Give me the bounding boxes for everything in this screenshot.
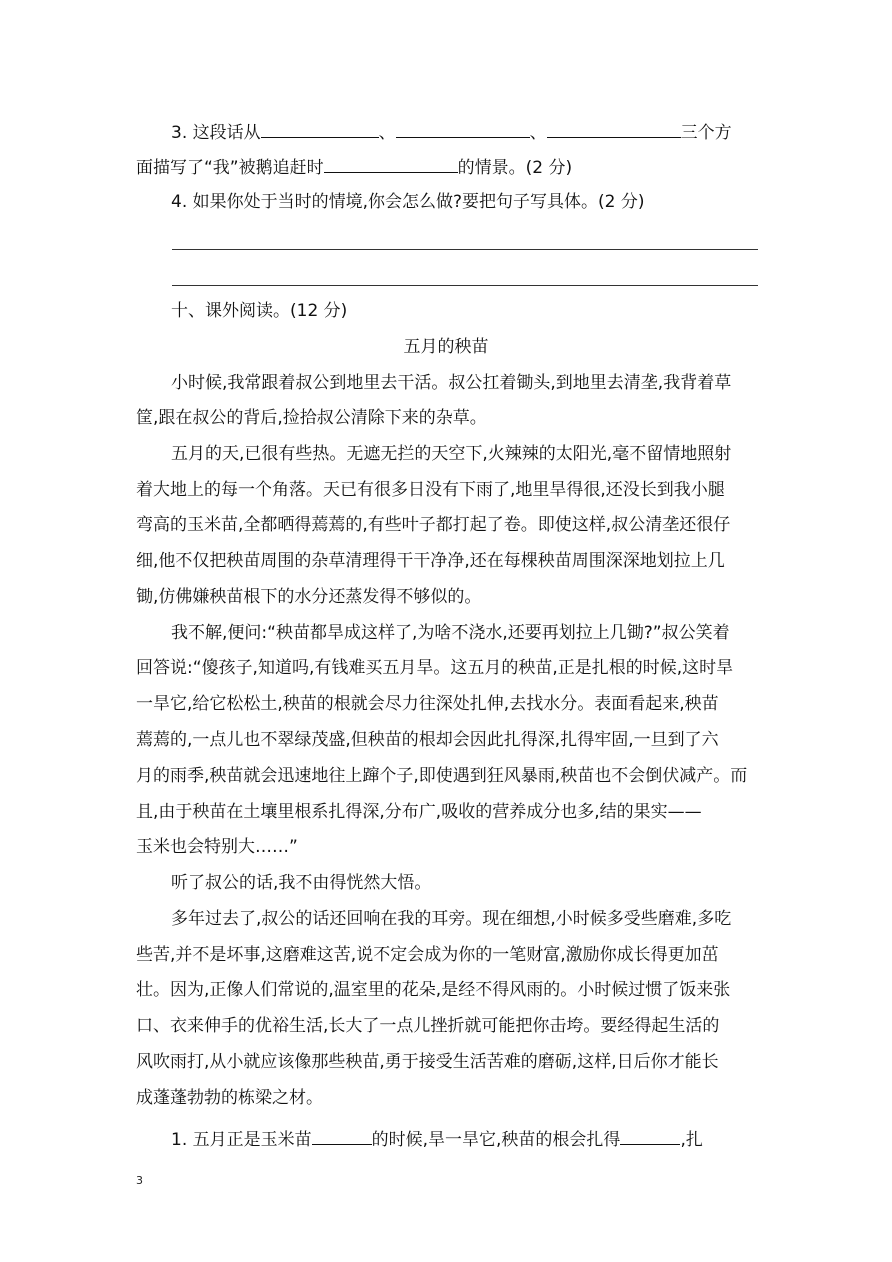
passage-line: 筐,跟在叔公的背后,捡拾叔公清除下来的杂草。 <box>136 408 487 428</box>
question-3-text: 3. 这段话从 <box>171 123 261 143</box>
passage-line: 口、衣来伸手的优裕生活,长大了一点儿挫折就可能把你击垮。要经得起生活的 <box>136 1016 720 1036</box>
passage-line: 我不解,便问:“秧苗都旱成这样了,为啥不浇水,还要再划拉上几锄?”叔公笑着 <box>171 623 730 643</box>
answer-line[interactable] <box>172 249 758 250</box>
question-1-text: 1. 五月正是玉米苗 <box>171 1130 312 1150</box>
answer-blank[interactable] <box>261 119 379 138</box>
passage-line: 弯高的玉米苗,全都晒得蔫蔫的,有些叶子都打起了卷。即使这样,叔公清垄还很仔 <box>136 515 731 535</box>
passage-line: 细,他不仅把秧苗周围的杂草清理得干干净净,还在每棵秧苗周围深深地划拉上几 <box>136 551 725 571</box>
question-1-text: ,扎 <box>680 1130 703 1150</box>
question-1-text: 的时候,旱一旱它,秧苗的根会扎得 <box>371 1130 621 1150</box>
separator: 、 <box>378 123 396 143</box>
passage-line: 些苦,并不是坏事,这磨难这苦,说不定会成为你的一笔财富,激励你成长得更加茁 <box>136 945 719 965</box>
passage-line: 着大地上的每一个角落。天已有很多日没有下雨了,地里旱得很,还没长到我小腿 <box>136 480 725 500</box>
question-3-text: 面描写了“我”被鹅追赶时 <box>136 158 324 178</box>
passage-line: 月的雨季,秧苗就会迅速地往上蹿个子,即使遇到狂风暴雨,秧苗也不会倒伏减产。而 <box>136 766 748 786</box>
passage-line: 且,由于秧苗在土壤里根系扎得深,分布广,吸收的营养成分也多,结的果实—— <box>136 802 702 822</box>
passage-line: 风吹雨打,从小就应该像那些秧苗,勇于接受生活苦难的磨砺,这样,日后你才能长 <box>136 1052 719 1072</box>
passage-line: 成蓬蓬勃勃的栋梁之材。 <box>136 1088 323 1108</box>
question-3-line-1 <box>171 119 758 145</box>
section-heading: 十、课外阅读。(12 分) <box>171 301 348 321</box>
passage-line: 锄,仿佛嫌秧苗根下的水分还蒸发得不够似的。 <box>136 587 482 607</box>
passage-line: 玉米也会特别大……” <box>136 837 298 857</box>
passage-line: 五月的天,已很有些热。无遮无拦的天空下,火辣辣的太阳光,毫不留情地照射 <box>171 444 732 464</box>
question-3-text: 的情景。(2 分) <box>457 158 573 178</box>
answer-blank[interactable] <box>396 119 530 138</box>
answer-blank[interactable] <box>324 154 458 173</box>
question-3-text: 三个方 <box>680 123 732 143</box>
passage-line: 蔫蔫的,一点儿也不翠绿茂盛,但秧苗的根却会因此扎得深,扎得牢固,一旦到了六 <box>136 730 719 750</box>
answer-blank[interactable] <box>547 119 681 138</box>
passage-title: 五月的秧苗 <box>403 337 489 357</box>
passage-line: 听了叔公的话,我不由得恍然大悟。 <box>171 873 432 893</box>
passage-line: 一旱它,给它松松土,秧苗的根就会尽力往深处扎伸,去找水分。表面看起来,秧苗 <box>136 694 719 714</box>
question-3-line-2 <box>136 154 758 180</box>
answer-blank[interactable] <box>312 1126 372 1145</box>
question-4: 4. 如果你处于当时的情境,你会怎么做?要把句子写具体。(2 分) <box>171 192 645 212</box>
answer-line[interactable] <box>172 285 758 286</box>
separator: 、 <box>529 123 547 143</box>
passage-line: 壮。因为,正像人们常说的,温室里的花朵,是经不得风雨的。小时候过惯了饭来张 <box>136 980 731 1000</box>
passage-line: 小时候,我常跟着叔公到地里去干活。叔公扛着锄头,到地里去清垄,我背着草 <box>171 373 732 393</box>
answer-blank[interactable] <box>620 1126 680 1145</box>
question-1 <box>171 1126 758 1152</box>
passage-line: 多年过去了,叔公的话还回响在我的耳旁。现在细想,小时候多受些磨难,多吃 <box>171 909 732 929</box>
page-number: 3 <box>136 1174 143 1187</box>
passage-line: 回答说:“傻孩子,知道吗,有钱难买五月旱。这五月的秧苗,正是扎根的时候,这时旱 <box>136 658 734 678</box>
